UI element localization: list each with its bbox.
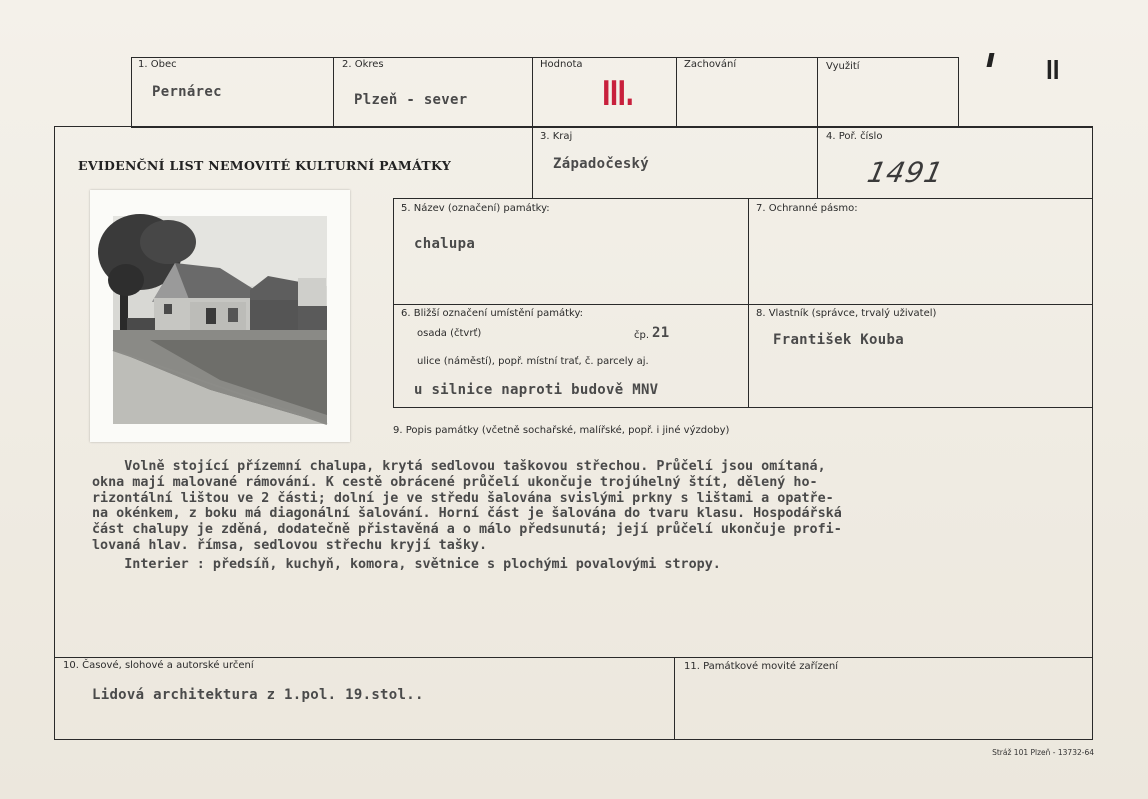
popis-line: část chalupy je zděná, dodatečně přistavěná a o málo předsunutá; její průčelí ukončuje profi- — [92, 522, 842, 538]
cp-value: 21 — [652, 325, 670, 341]
ulice-value: u silnice naproti budově MNV — [414, 382, 659, 398]
popis-label: 9. Popis památky (včetně sochařské, malířské, popř. i jiné výzdoby) — [393, 425, 730, 436]
vyuziti-label: Využití — [826, 61, 860, 72]
nazev-label: 5. Název (označení) památky: — [401, 203, 550, 214]
casove-label: 10. Časové, slohové a autorské určení — [63, 660, 254, 671]
ochranne-cell — [748, 198, 1093, 305]
hodnota-label: Hodnota — [540, 59, 583, 70]
popis-line: na okénkem, z boku má diagonální šalování. Horní část je šalována do tvaru klasu. Hospodářská — [92, 506, 842, 522]
popis-line: okna mají malované rámování. K cestě obrácené průčelí ukončuje trojúhelný štít, dělený ho- — [92, 474, 818, 490]
vlastnik-cell — [748, 304, 1093, 408]
popis-text — [92, 459, 1032, 573]
popis-line: lovaná hlav. římsa, sedlovou střechu kryjí tašky. — [92, 537, 488, 553]
okres-label: 2. Okres — [342, 59, 384, 70]
obec-label: 1. Obec — [138, 59, 177, 70]
corner-tick — [987, 53, 1007, 67]
zachovani-label: Zachování — [684, 59, 737, 70]
ulice-label: ulice (náměstí), popř. místní trať, č. parcely aj. — [417, 356, 649, 367]
umisteni-label: 6. Bližší označení umístění památky: — [401, 308, 584, 319]
house-photo-image — [90, 190, 350, 442]
movite-label: 11. Památkové movité zařízení — [684, 661, 838, 672]
kraj-value: Západočeský — [553, 156, 650, 172]
popis-line: rizontální lištou ve 2 části; dolní je ve středu šalována svislými prkny s lištami a opatře- — [92, 490, 834, 506]
por-cislo-value: 1491 — [864, 156, 947, 189]
cp-label: čp. — [634, 330, 650, 341]
popis-line: Interier : předsíň, kuchyň, komora, světnice s plochými povalovými stropy. — [92, 556, 721, 572]
osada-label: osada (čtvrť) — [417, 328, 482, 339]
kraj-label: 3. Kraj — [540, 131, 573, 142]
casove-value: Lidová architektura z 1.pol. 19.stol.. — [92, 687, 424, 703]
print-footer: Stráž 101 Plzeň - 13732-64 — [992, 748, 1094, 757]
por-cislo-label: 4. Poř. číslo — [826, 131, 883, 142]
hodnota-stamp: III. — [602, 74, 634, 114]
obec-value: Pernárec — [152, 84, 222, 100]
okres-value: Plzeň - sever — [354, 92, 468, 108]
form-title: EVIDENČNÍ LIST NEMOVITÉ KULTURNÍ PAMÁTKY — [78, 158, 452, 173]
monument-photo — [90, 190, 350, 442]
corner-cell — [958, 57, 1092, 128]
vlastnik-label: 8. Vlastník (správce, trvalý uživatel) — [756, 308, 937, 319]
corner-marks: II — [1046, 56, 1060, 86]
popis-line: Volně stojící přízemní chalupa, krytá sedlovou taškovou střechou. Průčelí jsou omítaná, — [92, 459, 826, 474]
vlastnik-value: František Kouba — [773, 332, 904, 348]
nazev-value: chalupa — [414, 236, 476, 252]
ochranne-label: 7. Ochranné pásmo: — [756, 203, 858, 214]
